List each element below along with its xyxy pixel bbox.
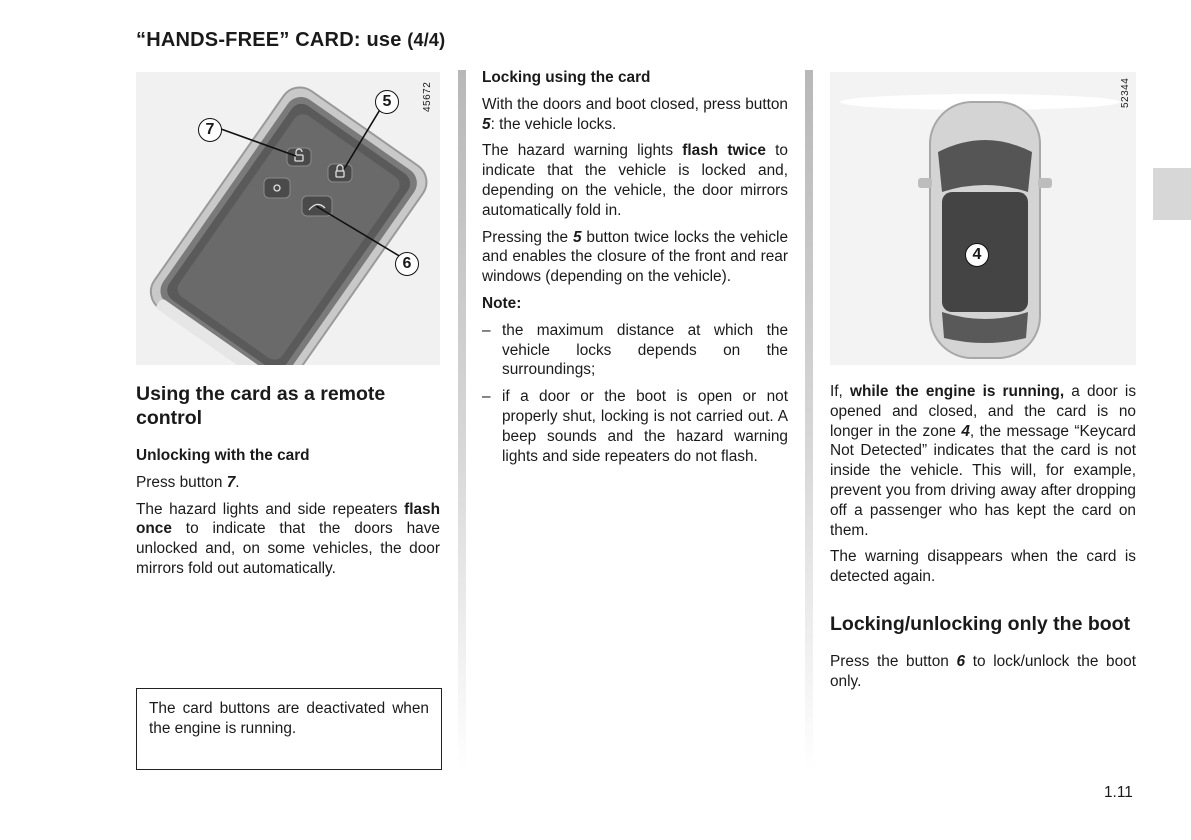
note-box: The card buttons are deactivated when the engine is running. (136, 688, 442, 770)
car-top-view-illustration (830, 72, 1136, 365)
unlock-description: The hazard lights and side repeaters flash once to indicate that the doors have unlocked and, on some vehicles, the door mirrors fold out automatically. (136, 500, 440, 577)
list-item: – the maximum distance at which the vehicle locks depends on the surroundings; (482, 321, 788, 379)
column-3-text (830, 382, 1136, 699)
car-zone-figure (830, 72, 1136, 365)
keycard-illustration (136, 72, 440, 365)
page-title-suffix: (4/4) (407, 30, 446, 50)
column-2-text (482, 68, 788, 473)
car-body (918, 102, 1052, 358)
locking-flash-description: The hazard warning lights flash twice to indicate that the vehicle is locked and, depending on the vehicle, the door mirrors automatically fold in. (482, 142, 788, 219)
right-mirror (1038, 178, 1052, 188)
note-list (482, 321, 788, 467)
callout-6: 6 (395, 252, 419, 276)
figure-reference-code: 52344 (1120, 77, 1131, 108)
double-press-description: Pressing the 5 button twice locks the vehicle and enables the closure of the front and rear windows (depending on the vehicle). (482, 228, 789, 286)
list-item: – if a door or the boot is open or not properly shut, locking is not carried out. A beep sounds and the hazard warning lights and side repeaters do not flash. (482, 388, 788, 465)
section-heading-boot: Locking/unlocking only the boot (830, 612, 1131, 635)
section-heading-remote: Using the card as a remote control (136, 383, 386, 429)
callout-4: 4 (965, 243, 989, 267)
unlocking-heading: Unlocking with the card (136, 447, 310, 464)
column-1-text (136, 382, 440, 586)
figure-reference-code: 45672 (422, 81, 433, 112)
note-label: Note: (482, 294, 522, 312)
unlock-instruction: Press button 7. (136, 473, 240, 491)
column-divider-1 (458, 70, 466, 770)
callout-5: 5 (375, 90, 399, 114)
boot-instruction: Press the button 6 to lock/unlock the boot only. (830, 652, 1136, 690)
callout-7: 7 (198, 118, 222, 142)
locking-heading: Locking using the card (482, 69, 651, 86)
column-divider-2 (805, 70, 813, 770)
locking-instruction: With the doors and boot closed, press button 5: the vehicle locks. (482, 95, 788, 133)
chapter-tab-marker (1153, 168, 1191, 220)
left-mirror (918, 178, 932, 188)
keycard-not-detected-description: If, while the engine is running, a door is opened and closed, and the card is no longer in the zone 4, the message “Keycard Not Detected” indicates that the card is not inside the vehicle. This will, for example, prevent you from driving away after dropping off a passenger who has kept the card on them. (830, 383, 1137, 539)
keycard-figure (136, 72, 440, 365)
page-title: “HANDS-FREE” CARD: use (4/4) (136, 29, 446, 51)
warning-disappears-text: The warning disappears when the card is detected again. (830, 548, 1136, 586)
page-number: 1.11 (1104, 784, 1133, 801)
